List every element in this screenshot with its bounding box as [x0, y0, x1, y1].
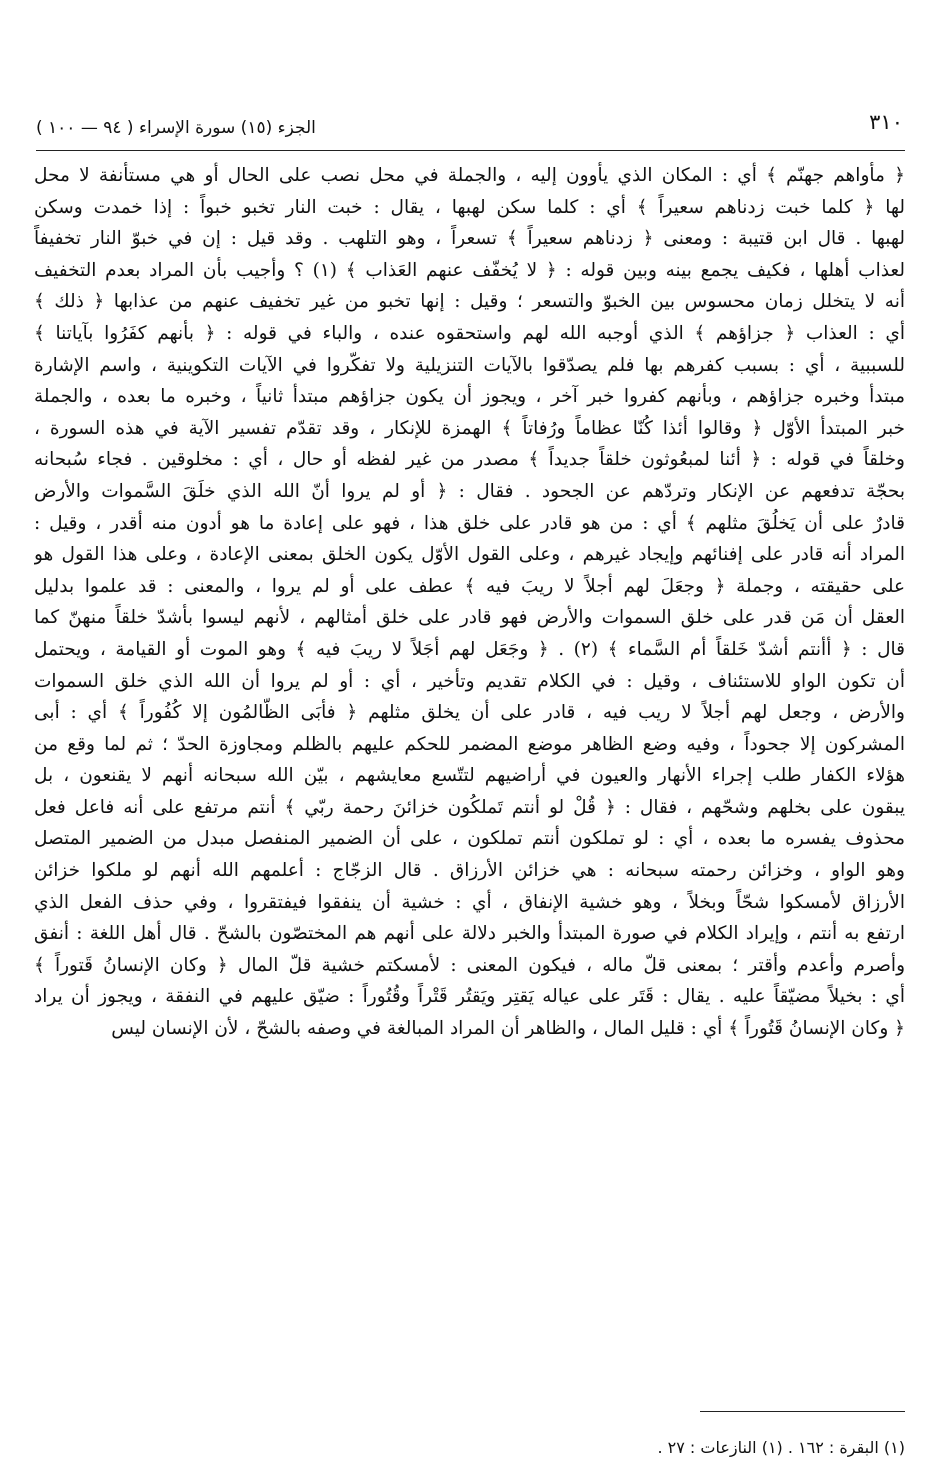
- text-line: وهو الواو ، وخزائن رحمته سبحانه : هي خزائن الأرزاق . قال الزجّاج : أعلمهم الله أنهم لو ملكوا خزائن: [34, 860, 905, 882]
- text-line: أي : بخيلاً مضيّقاً عليه . يقال : قَتَر على عياله يَقتِر ويَقتُر قَتْراً وقُتُوراً : ضيّق عليهم في النفقة ، ويجوز أن يراد: [34, 986, 905, 1008]
- text-line: هؤلاء الكفار طلب إجراء الأنهار والعيون في أراضيهم لتتّسع معايشهم ، بيّن الله سبحانه أنهم لا يقنعون ، بل: [34, 765, 905, 787]
- text-line: العقل أن مَن قدر على خلق السموات والأرض فهو قادر على خلق أمثالهم ، لأنهم ليسوا بأشدّ خلقاً منهنّ كما: [34, 607, 905, 629]
- text-line: ارتفع به أنتم ، وإيراد الكلام في صورة المبتدأ والخبر دلالة على أنهم هم المختصّون بالشحّ . قال أهل اللغة : أنفق: [34, 923, 905, 945]
- text-line: أي : العذاب ﴿ جزاؤهم ﴾ الذي أوجبه الله لهم واستحقوه عنده ، والباء في قوله : ﴿ بأنهم كفَرُوا بآياتنا ﴾: [34, 322, 905, 344]
- body-text: [34, 160, 905, 1045]
- text-line: أن تكون الواو للاستئناف ، وقيل : في الكلام تقديم وتأخير ، أي : أو لم يروا أن الله الذي خلق السموات: [34, 670, 905, 692]
- text-line: لها ﴿ كلما خبت زدناهم سعيراً ﴾ أي : كلما سكن لهبها ، يقال : خبت النار تخبو خبواً : إذا خمدت وسكن: [34, 196, 905, 218]
- text-line: والأرض ، وجعل لهم أجلاً لا ريب فيه ، قادر على أن يخلق مثلهم ﴿ فأبَى الظّالمُون إلا كُفُوراً ﴾ أي : أبى: [34, 702, 905, 724]
- text-line: ﴿ مأواهم جهنّم ﴾ أي : المكان الذي يأوون إليه ، والجملة في محل نصب على الحال أو هي مستأنفة لا محل: [34, 165, 905, 186]
- page-number: ٣١٠: [869, 110, 903, 134]
- text-line: خبر المبتدأ الأوّل ﴿ وقالوا أئذا كُنّا عظاماً ورُفاتاً ﴾ الهمزة للإنكار ، وقد تقدّم تفسير الآية في هذه السورة ،: [34, 417, 905, 439]
- footnote: (١) البقرة : ١٦٢ . (١) النازعات : ٢٧ .: [657, 1438, 905, 1457]
- text-line: المراد أنه قادر على إفنائهم وإيجاد غيرهم ، وعلى القول الأوّل يكون الخلق بمعنى الإعادة ، وعلى هذا القول هو: [34, 544, 905, 566]
- text-line: لهبها . قال ابن قتيبة : ومعنى ﴿ زدناهم سعيراً ﴾ تسعراً ، وهو التلهب . وقد قيل : إن في خبوّ النار تخفيفاً: [34, 228, 905, 250]
- text-line: وأصرم وأعدم وأقتر ؛ بمعنى قلّ ماله ، فيكون المعنى : لأمسكتم خشية قلّ المال ﴿ وكان الإنسانُ قَتوراً ﴾: [34, 954, 905, 976]
- footnote-rule: [700, 1411, 905, 1412]
- text-line: يبقون على بخلهم وشحّهم ، فقال : ﴿ قُلْ لو أنتم تَملكُون خزائنَ رحمة ربّي ﴾ أنتم مرتفع على أنه فاعل فعل: [34, 796, 905, 818]
- text-line: أنه لا يتخلل زمان محسوس بين الخبوّ والتسعر ؛ وقيل : إنها تخبو من غير تخفيف عنهم من عذابها ﴿ ذلك ﴾: [34, 291, 905, 313]
- text-line: قادرٌ على أن يَخلُقَ مثلهم ﴾ أي : من هو قادر على خلق هذا ، فهو على إعادة ما هو أدون منه أقدر ، وقيل :: [34, 512, 905, 534]
- text-line: وخلقاً في قوله : ﴿ أئنا لمبعُوثون خلقاً جديداً ﴾ مصدر من غير لفظه أو حال ، أي : مخلوقين . فجاء سُبحانه: [34, 449, 905, 471]
- text-line: لعذاب أهلها ، فكيف يجمع بينه وبين قوله : ﴿ لا يُخفّف عنهم العَذاب ﴾ (١) ؟ وأجيب بأن المراد بعدم التخفيف: [34, 259, 905, 281]
- text-line: المشركون إلا جحوداً ، وفيه وضع الظاهر موضع المضمر للحكم عليهم بالظلم ومجاوزة الحدّ ؛ ثم لما وقع من: [34, 733, 905, 755]
- running-title: الجزء (١٥) سورة الإسراء ( ٩٤ — ١٠٠ ): [36, 118, 316, 138]
- text-line: مبتدأ وخبره جزاؤهم ، وبأنهم كفروا خبر آخر ، ويجوز أن يكون جزاؤهم مبتدأ ثانياً ، وخبره ما بعده ، والجملة: [34, 386, 905, 408]
- text-line: ﴿ وكان الإنسانُ قَتُوراً ﴾ أي : قليل المال ، والظاهر أن المراد المبالغة في وصفه بالشحّ ، لأن الإنسان ليس: [111, 1018, 905, 1040]
- text-line: للسببية ، أي : بسبب كفرهم بها فلم يصدّقوا بالآيات التنزيلية ولا تفكّروا في الآيات التكوينية ، واسم الإشارة: [34, 354, 905, 376]
- page-header: [36, 106, 903, 146]
- text-line: الأرزاق لأمسكوا شحّاً وبخلاً ، وهو خشية الإنفاق ، أي : خشية أن ينفقوا فيفتقروا ، وفي حذف الفعل الذي: [34, 891, 905, 913]
- text-line: قال : ﴿ أأنتم أشدّ خَلقاً أم السَّماء ﴾ (٢) . ﴿ وجَعَل لهم أجَلاً لا ريبَ فيه ﴾ وهو الموت أو القيامة ، ويحتمل: [34, 638, 905, 660]
- text-line: بحجّة تدفعهم عن الإنكار وتردّهم عن الجحود . فقال : ﴿ أو لم يروا أنّ الله الذي خلَقَ السَّموات والأرض: [34, 480, 905, 502]
- text-line: محذوف يفسره ما بعده ، أي : لو تملكون أنتم تملكون ، على أن الضمير المنفصل مبدل من الضمير المتصل: [34, 828, 905, 850]
- header-rule: [36, 150, 905, 151]
- text-line: على حقيقته ، وجملة ﴿ وجعَلَ لهم أجلاً لا ريبَ فيه ﴾ عطف على أو لم يروا ، والمعنى : قد علموا بدليل: [34, 575, 905, 597]
